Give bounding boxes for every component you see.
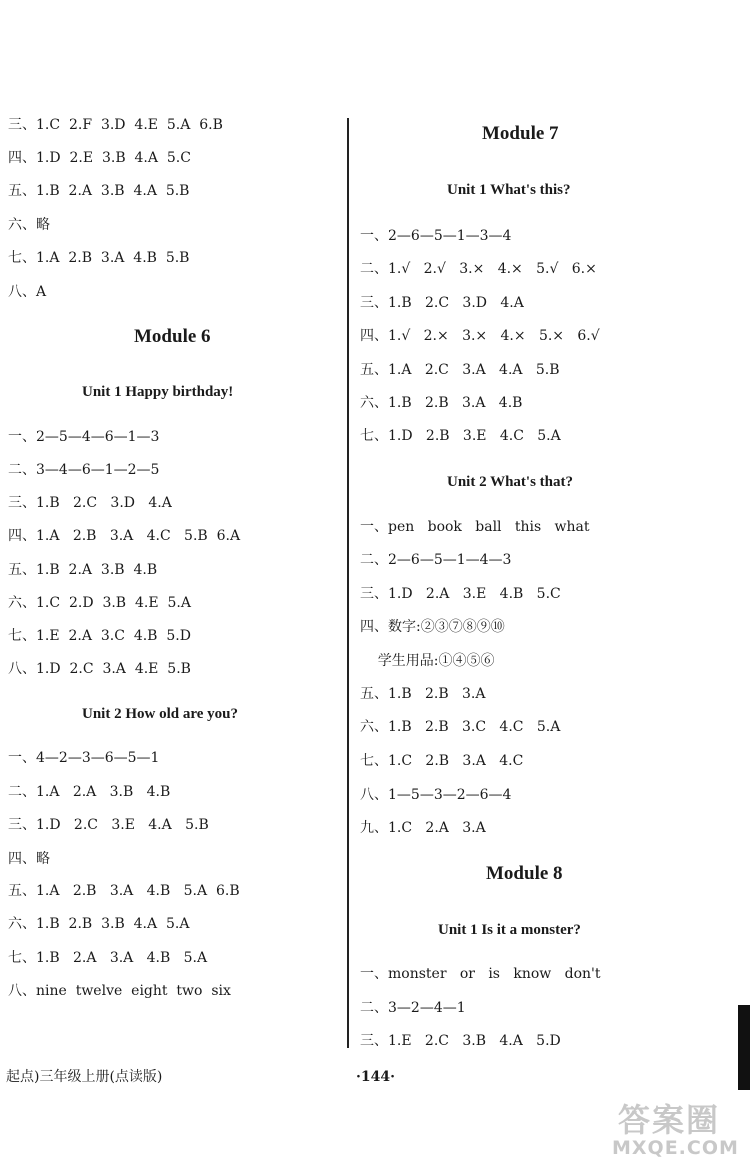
answer-line: 七、1.D 2.B 3.E 4.C 5.A bbox=[360, 428, 561, 444]
answer-line: 六、1.B 2.B 3.A 4.B bbox=[360, 395, 523, 411]
unit-title: Unit 2 How old are you? bbox=[82, 706, 238, 722]
answer-line: 三、1.D 2.A 3.E 4.B 5.C bbox=[360, 586, 561, 602]
answer-line: 八、A bbox=[8, 284, 47, 300]
answer-line: 七、1.C 2.B 3.A 4.C bbox=[360, 753, 524, 769]
answer-line: 一、pen book ball this what bbox=[360, 519, 590, 535]
answer-line: 五、1.B 2.B 3.A bbox=[360, 686, 486, 702]
answer-line: 五、1.B 2.A 3.B 4.B bbox=[8, 562, 158, 578]
answer-line: 八、1—5—3—2—6—4 bbox=[360, 787, 512, 803]
answer-line: 三、1.B 2.C 3.D 4.A bbox=[8, 495, 172, 511]
answer-line: 二、2—6—5—1—4—3 bbox=[360, 552, 512, 568]
answer-line: 五、1.A 2.B 3.A 4.B 5.A 6.B bbox=[8, 883, 240, 899]
answer-line: 一、4—2—3—6—5—1 bbox=[8, 750, 160, 766]
answer-line: 六、1.C 2.D 3.B 4.E 5.A bbox=[8, 595, 191, 611]
answer-line: 四、略 bbox=[8, 851, 50, 867]
watermark-bottom-text: MXQE.COM bbox=[612, 1137, 739, 1159]
answer-line: 三、1.D 2.C 3.E 4.A 5.B bbox=[8, 817, 209, 833]
answer-line: 六、1.B 2.B 3.B 4.A 5.A bbox=[8, 916, 190, 932]
unit-title: Unit 1 Is it a monster? bbox=[438, 922, 581, 938]
module-title: Module 7 bbox=[482, 123, 559, 144]
answer-line: 五、1.A 2.C 3.A 4.A 5.B bbox=[360, 362, 560, 378]
answer-line: 三、1.C 2.F 3.D 4.E 5.A 6.B bbox=[8, 117, 223, 133]
answer-line: 一、2—5—4—6—1—3 bbox=[8, 429, 160, 445]
answer-line: 八、1.D 2.C 3.A 4.E 5.B bbox=[8, 661, 191, 677]
module-title: Module 8 bbox=[486, 863, 563, 884]
answer-line: 七、1.A 2.B 3.A 4.B 5.B bbox=[8, 250, 190, 266]
answer-line: 六、1.B 2.B 3.C 4.C 5.A bbox=[360, 719, 561, 735]
watermark-top-text: 答案圈 bbox=[618, 1101, 721, 1139]
answer-line: 一、2—6—5—1—3—4 bbox=[360, 228, 512, 244]
answer-line: 七、1.B 2.A 3.A 4.B 5.A bbox=[8, 950, 208, 966]
answer-line: 一、monster or is know don't bbox=[360, 966, 601, 982]
unit-title: Unit 1 Happy birthday! bbox=[82, 384, 234, 400]
answer-line: 四、1.A 2.B 3.A 4.C 5.B 6.A bbox=[8, 528, 241, 544]
column-divider bbox=[347, 118, 349, 1048]
answer-line: 二、3—2—4—1 bbox=[360, 1000, 466, 1016]
module-title: Module 6 bbox=[134, 326, 211, 347]
answer-line: 三、1.B 2.C 3.D 4.A bbox=[360, 295, 524, 311]
answer-line: 三、1.E 2.C 3.B 4.A 5.D bbox=[360, 1033, 561, 1049]
answer-line: 二、1.√ 2.√ 3.× 4.× 5.√ 6.× bbox=[360, 261, 597, 277]
answer-line: 四、数字:②③⑦⑧⑨⑩ bbox=[360, 619, 505, 635]
answer-line: 二、3—4—6—1—2—5 bbox=[8, 462, 160, 478]
footer-book-title: 起点)三年级上册(点读版) bbox=[6, 1069, 163, 1085]
page-edge-bar bbox=[738, 1005, 750, 1090]
answer-line: 七、1.E 2.A 3.C 4.B 5.D bbox=[8, 628, 191, 644]
answer-line: 八、nine twelve eight two six bbox=[8, 983, 231, 999]
answer-line: 六、略 bbox=[8, 217, 50, 233]
watermark-logo bbox=[612, 1095, 750, 1159]
answer-line: 二、1.A 2.A 3.B 4.B bbox=[8, 784, 171, 800]
unit-title: Unit 2 What's that? bbox=[447, 474, 573, 490]
answer-line: 五、1.B 2.A 3.B 4.A 5.B bbox=[8, 183, 190, 199]
answer-line: 九、1.C 2.A 3.A bbox=[360, 820, 486, 836]
unit-title: Unit 1 What's this? bbox=[447, 182, 571, 198]
answer-line: 四、1.√ 2.× 3.× 4.× 5.× 6.√ bbox=[360, 328, 600, 344]
answer-line: 学生用品:①④⑤⑥ bbox=[360, 653, 495, 669]
page-number: ·144· bbox=[356, 1069, 395, 1085]
answer-line: 四、1.D 2.E 3.B 4.A 5.C bbox=[8, 150, 191, 166]
